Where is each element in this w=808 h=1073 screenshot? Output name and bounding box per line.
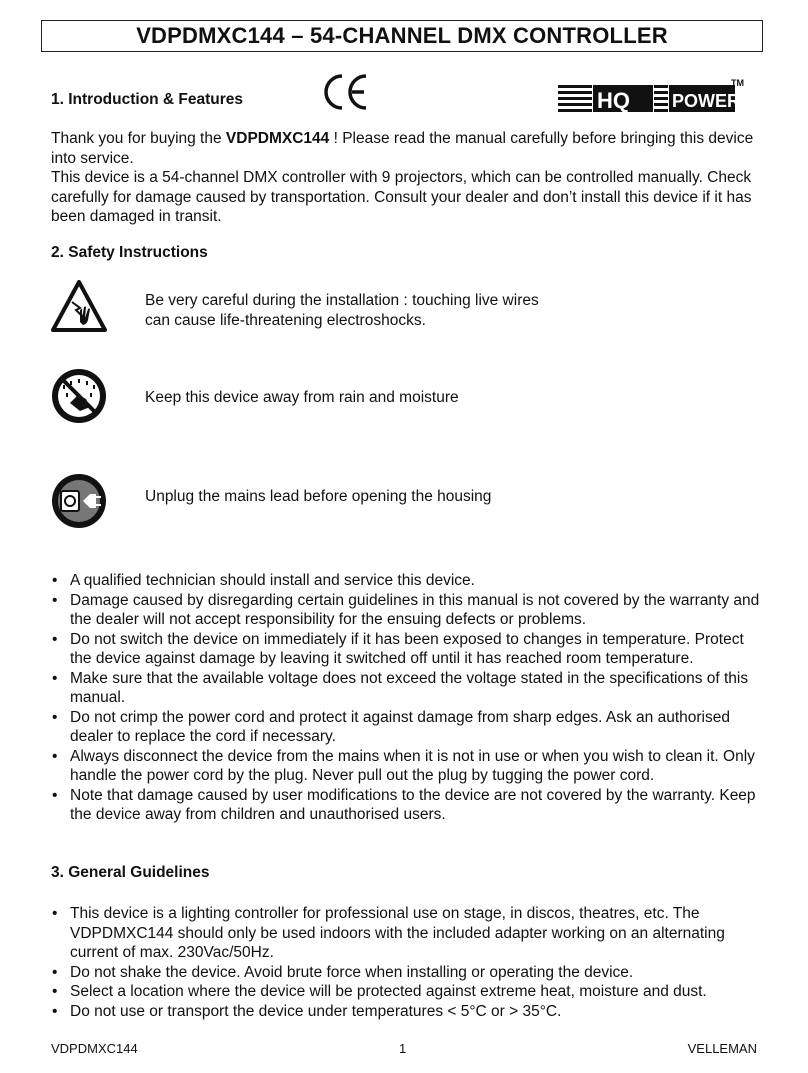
guidelines-bullet-list [51,904,763,1021]
list-item: • Note that damage caused by user modifications to the device are not covered by the warranty. Keep the device away from children and unauthorised users. [51,786,763,825]
list-item: • Always disconnect the device from the mains when it is not in use or when you wish to clean it. Only handle the power cord by the plug. Never pull out the plug by tugging the power cord. [51,747,763,786]
footer-brand: VELLEMAN [687,1041,757,1056]
document-title: VDPDMXC144 – 54-CHANNEL DMX CONTROLLER [41,20,763,52]
list-item: • Select a location where the device will be protected against extreme heat, moisture and dust. [51,982,763,1002]
list-item: • Do not shake the device. Avoid brute force when installing or operating the device. [51,963,763,983]
section-heading-safety: 2. Safety Instructions [51,244,208,261]
list-item: • Make sure that the available voltage does not exceed the voltage stated in the specifications of this manual. [51,669,763,708]
section-heading-guidelines: 3. General Guidelines [51,864,210,881]
logo-hq-text: HQ [597,88,630,113]
safety-warning-text: Keep this device away from rain and moisture [145,389,459,406]
list-item: • A qualified technician should install and service this device. [51,571,763,591]
electric-shock-warning-icon [50,278,108,336]
list-item: • This device is a lighting controller for professional use on stage, in discos, theatres, etc. The VDPDMXC144 should only be used indoors with the included adapter working on an alternating current of max. 230Vac/50Hz. [51,904,763,963]
no-moisture-icon [50,367,108,425]
hq-power-logo [557,76,747,116]
logo-power-text: POWER [672,91,741,111]
unplug-icon [50,472,108,530]
list-item: • Do not use or transport the device under temperatures < 5°C or > 35°C. [51,1002,763,1022]
footer-model: VDPDMXC144 [51,1041,138,1056]
intro-paragraph-2: This device is a 54-channel DMX controller with 9 projectors, which can be controlled manually. Check carefully for damage caused by transportation. Consult your dealer and don’t install this device if it has been damaged in transit. [51,169,752,225]
safety-warning-text: Be very careful during the installation : touching live wires can cause life-threatening electroshocks. [145,292,539,329]
intro-paragraph-1: Thank you for buying the VDPDMXC144 ! Please read the manual carefully before bringing this device into service. [51,130,754,167]
section-heading-introduction: 1. Introduction & Features [51,91,244,108]
footer-page-number: 1 [399,1041,407,1056]
safety-bullet-list [51,571,763,825]
safety-warning-text: Unplug the mains lead before opening the housing [145,488,492,505]
list-item: • Do not switch the device on immediately if it has been exposed to changes in temperature. Protect the device against damage by leaving it switched off until it has reached room temperature. [51,630,763,669]
list-item: • Damage caused by disregarding certain guidelines in this manual is not covered by the warranty and the dealer will not accept responsibility for the ensuing defects or problems. [51,591,763,630]
ce-mark-icon [322,72,372,112]
list-item: • Do not crimp the power cord and protect it against damage from sharp edges. Ask an authorised dealer to replace the cord if necessary. [51,708,763,747]
logo-tm-text: TM [731,78,744,88]
